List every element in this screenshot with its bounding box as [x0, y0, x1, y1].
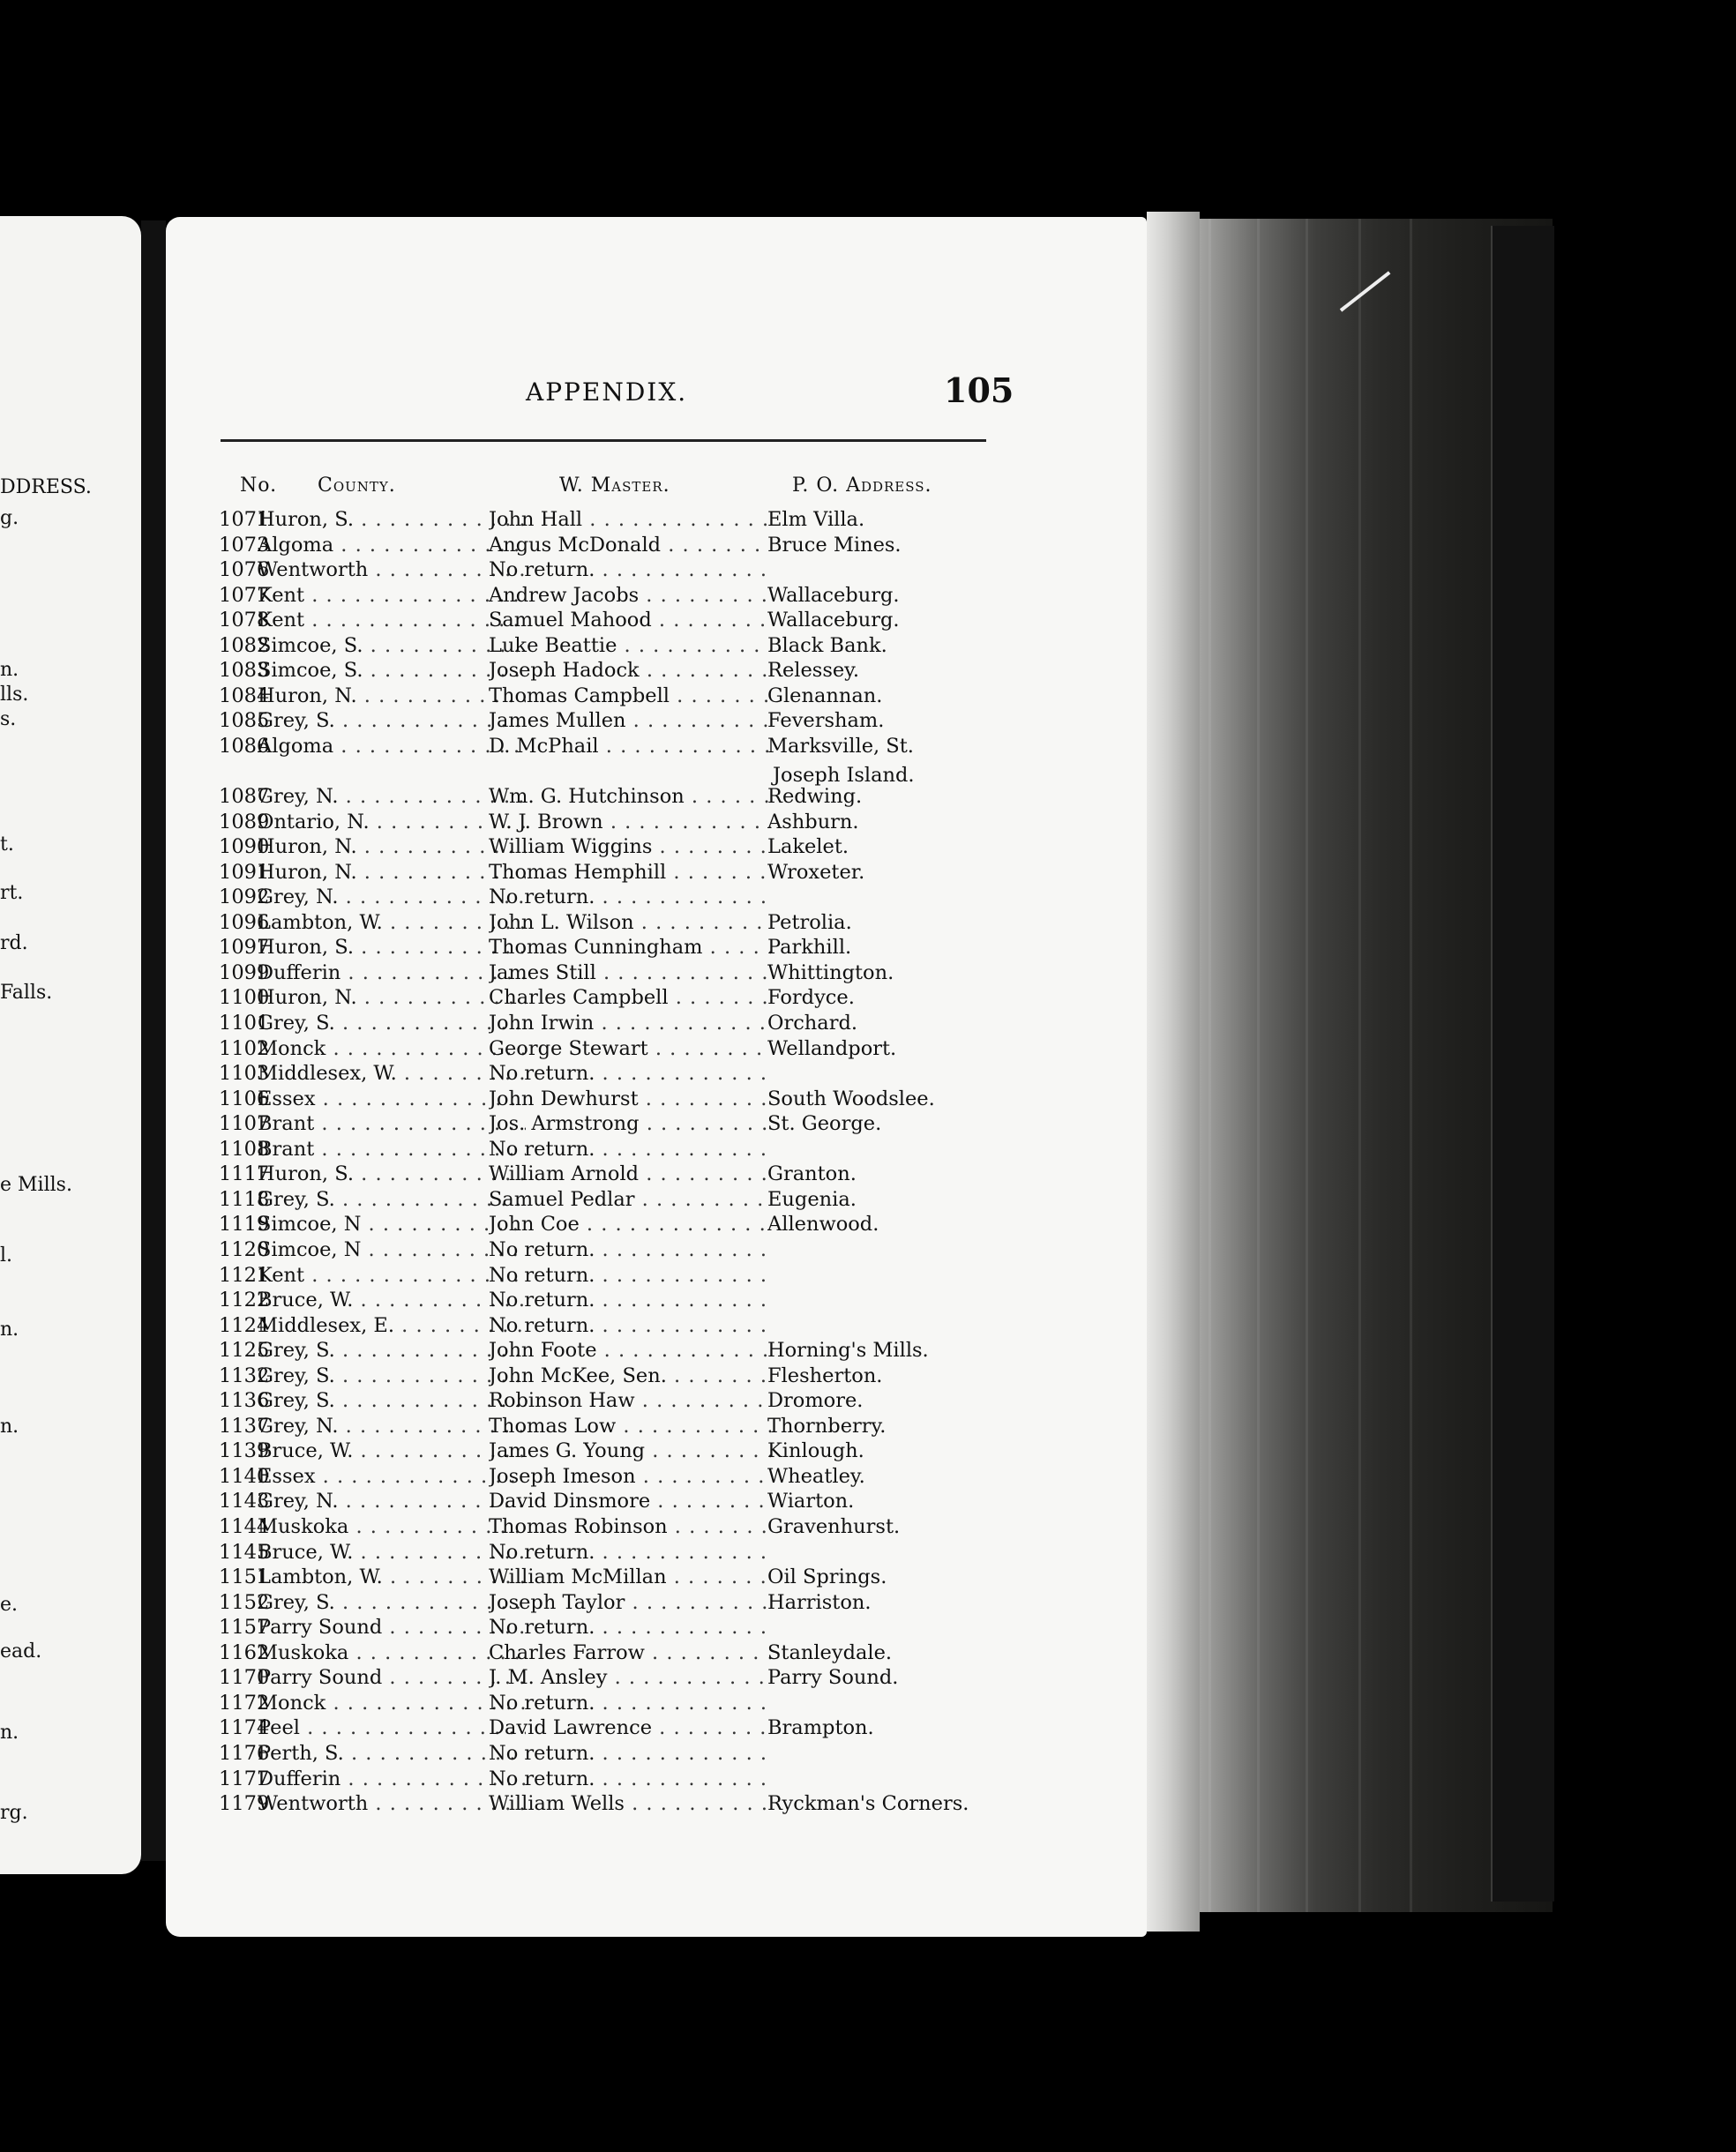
table-row [219, 1213, 995, 1237]
table-row [219, 1666, 995, 1691]
lodge-number: 1122 [219, 1289, 270, 1312]
left-fragment: e. [0, 1594, 19, 1616]
master-cell: William Wells . . . [489, 1792, 771, 1815]
county-cell: Huron, N. . . . [258, 861, 526, 884]
left-fragment: e Mills. [0, 1174, 72, 1196]
lodge-number: 1137 [219, 1414, 270, 1438]
county-cell: Brant . . . [258, 1112, 526, 1135]
lodge-number: 1132 [219, 1364, 270, 1387]
table-row [219, 1591, 995, 1616]
left-fragment: t. [0, 833, 14, 856]
county-cell: Wentworth . . . [258, 558, 526, 581]
left-fragment: n. [0, 1319, 19, 1341]
lodge-number: 1087 [219, 785, 270, 809]
lodge-number: 1136 [219, 1389, 270, 1413]
col-header-county: County. [318, 474, 396, 497]
lodge-number: 1085 [219, 709, 270, 733]
table-row [219, 1767, 995, 1792]
lodge-number: 1108 [219, 1137, 270, 1161]
address-cell: Wallaceburg. [767, 609, 900, 632]
master-cell: Joseph Imeson . . . [489, 1465, 771, 1488]
page-number: 105 [944, 370, 1014, 410]
county-cell: Perth, S. . . . [258, 1742, 526, 1765]
master-cell: Robinson Haw . . . [489, 1389, 771, 1412]
col-header-address: P. O. Address. [792, 474, 932, 497]
book-gutter [141, 220, 166, 1861]
lodge-number: 1118 [219, 1187, 270, 1211]
master-cell: No return. . . . [489, 885, 771, 908]
county-cell: Lambton, W. . . . [258, 1565, 526, 1588]
county-cell: Grey, N. . . . [258, 1415, 526, 1438]
master-cell: No return. . . . [489, 558, 771, 581]
master-cell: No return. . . . [489, 1616, 771, 1639]
master-cell: John Dewhurst . . . [489, 1087, 771, 1110]
lodge-number: 1073 [219, 533, 270, 557]
county-cell: Lambton, W. . . . [258, 911, 526, 934]
master-cell: D. McPhail . . . [489, 735, 771, 758]
lodge-number: 1143 [219, 1490, 270, 1513]
address-cell: Feversham. [767, 709, 885, 733]
master-cell: Jos. Armstrong . . . [489, 1112, 771, 1135]
county-cell: Grey, N. . . . [258, 885, 526, 908]
county-cell: Grey, S. . . . [258, 1389, 526, 1412]
county-cell: Huron, N. . . . [258, 986, 526, 1009]
county-cell: Essex . . . [258, 1465, 526, 1488]
lodge-number: 1096 [219, 910, 270, 934]
table-row [219, 835, 995, 860]
lodge-number: 1117 [219, 1162, 270, 1186]
master-cell: William McMillan . . . [489, 1565, 771, 1588]
master-cell: George Stewart . . . [489, 1037, 771, 1060]
county-cell: Simcoe, S. . . . [258, 634, 526, 657]
county-cell: Huron, S. . . . [258, 936, 526, 959]
lodge-number: 1084 [219, 684, 270, 707]
left-fragment: rt. [0, 882, 24, 904]
lodge-number: 1177 [219, 1767, 270, 1790]
table-row [219, 1415, 995, 1439]
county-cell: Kent . . . [258, 609, 526, 631]
lodge-number: 1097 [219, 936, 270, 960]
table-row [219, 1692, 995, 1716]
address-cell: Eugenia. [767, 1187, 857, 1211]
county-cell: Grey, N. . . . [258, 785, 526, 808]
table-row [219, 986, 995, 1011]
lodge-number: 1077 [219, 583, 270, 607]
table-row [219, 1565, 995, 1590]
master-cell: James G. Young . . . [489, 1439, 771, 1462]
table-row [219, 1062, 995, 1087]
address-continuation: Joseph Island. [773, 764, 915, 787]
county-cell: Grey, S. . . . [258, 1591, 526, 1614]
left-fragment: ead. [0, 1640, 42, 1663]
county-cell: Monck . . . [258, 1692, 526, 1715]
county-cell: Simcoe, N . . . [258, 1238, 526, 1261]
address-cell: Parry Sound. [767, 1666, 899, 1690]
table-row [219, 584, 995, 609]
master-cell: William Arnold . . . [489, 1162, 771, 1185]
table-row [219, 735, 995, 759]
county-cell: Dufferin . . . [258, 961, 526, 984]
county-cell: Wentworth . . . [258, 1792, 526, 1815]
table-row [219, 1238, 995, 1263]
lodge-number: 1100 [219, 986, 270, 1010]
lodge-number: 1089 [219, 810, 270, 833]
lodge-number: 1102 [219, 1036, 270, 1060]
lodge-number: 1170 [219, 1666, 270, 1690]
master-cell: J. M. Ansley . . . [489, 1666, 771, 1689]
master-cell: Thomas Hemphill . . . [489, 861, 771, 884]
address-cell: Elm Villa. [767, 508, 865, 531]
address-cell: Allenwood. [767, 1213, 879, 1237]
left-fragment: n. [0, 659, 19, 681]
county-cell: Grey, S. . . . [258, 1339, 526, 1362]
lodge-number: 1119 [219, 1213, 270, 1237]
master-cell: No return. . . . [489, 1742, 771, 1765]
address-cell: Dromore. [767, 1389, 864, 1413]
county-cell: Grey, S. . . . [258, 709, 526, 732]
lodge-number: 1091 [219, 860, 270, 884]
table-row [219, 1289, 995, 1313]
address-cell: Marksville, St. [767, 734, 914, 758]
master-cell: David Dinsmore . . . [489, 1490, 771, 1513]
master-cell: No return. . . . [489, 1541, 771, 1564]
lodge-number: 1099 [219, 960, 270, 984]
address-cell: Glenannan. [767, 684, 883, 707]
county-cell: Algoma . . . [258, 735, 526, 758]
master-cell: John Irwin . . . [489, 1012, 771, 1035]
county-cell: Bruce, W. . . . [258, 1439, 526, 1462]
table-row [219, 1087, 995, 1112]
master-cell: Joseph Hadock . . . [489, 659, 771, 682]
left-fragment: n. [0, 1416, 19, 1438]
address-cell: Horning's Mills. [767, 1339, 929, 1363]
master-cell: John McKee, Sen. . . . [489, 1364, 771, 1387]
county-cell: Grey, S. . . . [258, 1364, 526, 1387]
lodge-number: 1086 [219, 734, 270, 758]
address-cell: Petrolia. [767, 910, 852, 934]
address-cell: Wallaceburg. [767, 583, 900, 607]
master-cell: Wm. G. Hutchinson . . . [489, 785, 771, 808]
left-fragment: DDRESS. [0, 476, 92, 498]
county-cell: Huron, S. . . . [258, 508, 526, 531]
table-row [219, 1515, 995, 1540]
lodge-number: 1140 [219, 1464, 270, 1488]
table-row [219, 1264, 995, 1289]
address-cell: Ryckman's Corners. [767, 1792, 969, 1816]
address-cell: South Woodslee. [767, 1087, 935, 1110]
address-cell: Flesherton. [767, 1364, 883, 1387]
county-cell: Essex . . . [258, 1087, 526, 1110]
county-cell: Huron, N. . . . [258, 835, 526, 858]
lodge-number: 1145 [219, 1540, 270, 1564]
lodge-number: 1107 [219, 1112, 270, 1136]
table-row [219, 885, 995, 910]
left-fragment: lls. [0, 684, 29, 706]
address-cell: Bruce Mines. [767, 533, 902, 557]
table-row [219, 1314, 995, 1339]
lodge-number: 1152 [219, 1590, 270, 1614]
county-cell: Muskoka . . . [258, 1641, 526, 1664]
table-row [219, 1716, 995, 1741]
address-cell: Orchard. [767, 1012, 858, 1035]
county-cell: Parry Sound . . . [258, 1616, 526, 1639]
table-row [219, 911, 995, 936]
county-cell: Grey, S. . . . [258, 1188, 526, 1211]
address-cell: Thornberry. [767, 1414, 887, 1438]
address-cell: Parkhill. [767, 936, 852, 960]
county-cell: Kent . . . [258, 1264, 526, 1287]
address-cell: Fordyce. [767, 986, 855, 1010]
address-cell: Brampton. [767, 1716, 874, 1740]
left-fragment: rd. [0, 932, 28, 954]
master-cell: David Lawrence . . . [489, 1716, 771, 1739]
county-cell: Simcoe, S. . . . [258, 659, 526, 682]
lodge-number: 1076 [219, 558, 270, 582]
table-row [219, 1616, 995, 1640]
table-row [219, 1541, 995, 1565]
lodge-number: 1121 [219, 1263, 270, 1287]
county-cell: Ontario, N. . . . [258, 811, 526, 833]
lodge-number: 1124 [219, 1313, 270, 1337]
table-row [219, 1138, 995, 1162]
address-cell: Wellandport. [767, 1036, 897, 1060]
master-cell: John Foote . . . [489, 1339, 771, 1362]
page-edge [1147, 212, 1200, 1932]
county-cell: Simcoe, N . . . [258, 1213, 526, 1236]
table-row [219, 1742, 995, 1767]
lodge-number: 1162 [219, 1640, 270, 1664]
table-row [219, 1188, 995, 1213]
master-cell: W. J. Brown . . . [489, 811, 771, 833]
lodge-number: 1090 [219, 835, 270, 859]
lodge-number: 1174 [219, 1716, 270, 1740]
table-row [219, 634, 995, 659]
lodge-number: 1083 [219, 659, 270, 683]
table-row [219, 1037, 995, 1062]
master-cell: Andrew Jacobs . . . [489, 584, 771, 607]
table-row [219, 1339, 995, 1364]
left-page [0, 216, 141, 1874]
county-cell: Huron, N. . . . [258, 684, 526, 707]
lodge-number: 1120 [219, 1237, 270, 1261]
lodge-number: 1078 [219, 609, 270, 632]
lodge-number: 1103 [219, 1062, 270, 1086]
address-cell: Wroxeter. [767, 860, 865, 884]
lodge-number: 1101 [219, 1012, 270, 1035]
address-cell: St. George. [767, 1112, 882, 1136]
left-fragment: l. [0, 1244, 13, 1267]
master-cell: Thomas Campbell . . . [489, 684, 771, 707]
master-cell: James Still . . . [489, 961, 771, 984]
address-cell: Ashburn. [767, 810, 859, 833]
lodge-number: 1092 [219, 885, 270, 909]
table-row [219, 1641, 995, 1666]
master-cell: No return. . . . [489, 1692, 771, 1715]
running-head: APPENDIX. [526, 377, 688, 407]
address-cell: Oil Springs. [767, 1565, 887, 1589]
address-cell: Relessey. [767, 659, 860, 683]
table-row [219, 861, 995, 885]
master-cell: No return. . . . [489, 1289, 771, 1311]
master-cell: No return. . . . [489, 1314, 771, 1337]
lodge-number: 1176 [219, 1741, 270, 1765]
county-cell: Muskoka . . . [258, 1515, 526, 1538]
table-row [219, 709, 995, 734]
left-fragment: g. [0, 507, 19, 529]
county-cell: Kent . . . [258, 584, 526, 607]
lodge-number: 1144 [219, 1515, 270, 1538]
table-row [219, 936, 995, 960]
address-cell: Wiarton. [767, 1490, 855, 1513]
county-cell: Parry Sound . . . [258, 1666, 526, 1689]
master-cell: Luke Beattie . . . [489, 634, 771, 657]
table-row [219, 1465, 995, 1490]
county-cell: Middlesex, E. . . . [258, 1314, 526, 1337]
lodge-number: 1082 [219, 633, 270, 657]
table-row [219, 1112, 995, 1137]
lodge-number: 1172 [219, 1691, 270, 1715]
table-row [219, 1162, 995, 1187]
master-cell: Joseph Taylor . . . [489, 1591, 771, 1614]
table-row [219, 811, 995, 835]
address-cell: Redwing. [767, 785, 863, 809]
lodge-number: 1139 [219, 1439, 270, 1463]
master-cell: Samuel Mahood . . . [489, 609, 771, 631]
lodge-number: 1179 [219, 1792, 270, 1816]
lodge-number: 1151 [219, 1565, 270, 1589]
master-cell: James Mullen . . . [489, 709, 771, 732]
county-cell: Middlesex, W. . . . [258, 1062, 526, 1085]
county-cell: Bruce, W. . . . [258, 1289, 526, 1311]
county-cell: Huron, S. . . . [258, 1162, 526, 1185]
county-cell: Algoma . . . [258, 534, 526, 557]
master-cell: Angus McDonald . . . [489, 534, 771, 557]
master-cell: Charles Campbell . . . [489, 986, 771, 1009]
master-cell: John Coe . . . [489, 1213, 771, 1236]
master-cell: Thomas Cunningham . . . [489, 936, 771, 959]
col-header-master: W. Master. [559, 474, 670, 497]
county-cell: Monck . . . [258, 1037, 526, 1060]
table-row [219, 1792, 995, 1817]
table-row [219, 1364, 995, 1389]
master-cell: William Wiggins . . . [489, 835, 771, 858]
book-cover-edge [1491, 226, 1554, 1902]
left-fragment: rg. [0, 1802, 28, 1824]
master-cell: No return. . . . [489, 1264, 771, 1287]
address-cell: Lakelet. [767, 835, 849, 859]
table-row [219, 609, 995, 633]
table-row [219, 1439, 995, 1464]
table-row [219, 961, 995, 986]
left-fragment: n. [0, 1722, 19, 1744]
lodge-number: 1125 [219, 1339, 270, 1363]
county-cell: Brant . . . [258, 1138, 526, 1161]
table-row [219, 1490, 995, 1514]
table-row [219, 1012, 995, 1036]
table-row [219, 659, 995, 684]
address-cell: Kinlough. [767, 1439, 864, 1463]
county-cell: Bruce, W. . . . [258, 1541, 526, 1564]
table-row [219, 534, 995, 558]
left-fragment: Falls. [0, 982, 53, 1004]
left-fragment: s. [0, 708, 17, 730]
master-cell: No return. . . . [489, 1238, 771, 1261]
county-cell: Grey, S. . . . [258, 1012, 526, 1035]
master-cell: John Hall . . . [489, 508, 771, 531]
master-cell: John L. Wilson . . . [489, 911, 771, 934]
master-cell: Samuel Pedlar . . . [489, 1188, 771, 1211]
table-row [219, 785, 995, 810]
address-cell: Gravenhurst. [767, 1515, 901, 1538]
address-cell: Granton. [767, 1162, 857, 1186]
master-cell: No return. . . . [489, 1767, 771, 1790]
lodge-number: 1071 [219, 508, 270, 531]
lodge-number: 1106 [219, 1087, 270, 1110]
master-cell: No return. . . . [489, 1062, 771, 1085]
county-cell: Grey, N. . . . [258, 1490, 526, 1513]
table-row [219, 508, 995, 533]
lodge-number: 1157 [219, 1616, 270, 1640]
address-cell: Wheatley. [767, 1464, 865, 1488]
table-row [219, 684, 995, 709]
table-row [219, 1389, 995, 1414]
master-cell: Charles Farrow . . . [489, 1641, 771, 1664]
master-cell: No return. . . . [489, 1138, 771, 1161]
address-cell: Whittington. [767, 960, 894, 984]
address-cell: Harriston. [767, 1590, 872, 1614]
county-cell: Dufferin . . . [258, 1767, 526, 1790]
county-cell: Peel . . . [258, 1716, 526, 1739]
address-cell: Stanleydale. [767, 1640, 893, 1664]
header-rule [221, 439, 986, 442]
address-cell: Black Bank. [767, 633, 887, 657]
master-cell: Thomas Robinson . . . [489, 1515, 771, 1538]
master-cell: Thomas Low . . . [489, 1415, 771, 1438]
col-header-no: No. [240, 474, 278, 497]
table-row [219, 558, 995, 583]
